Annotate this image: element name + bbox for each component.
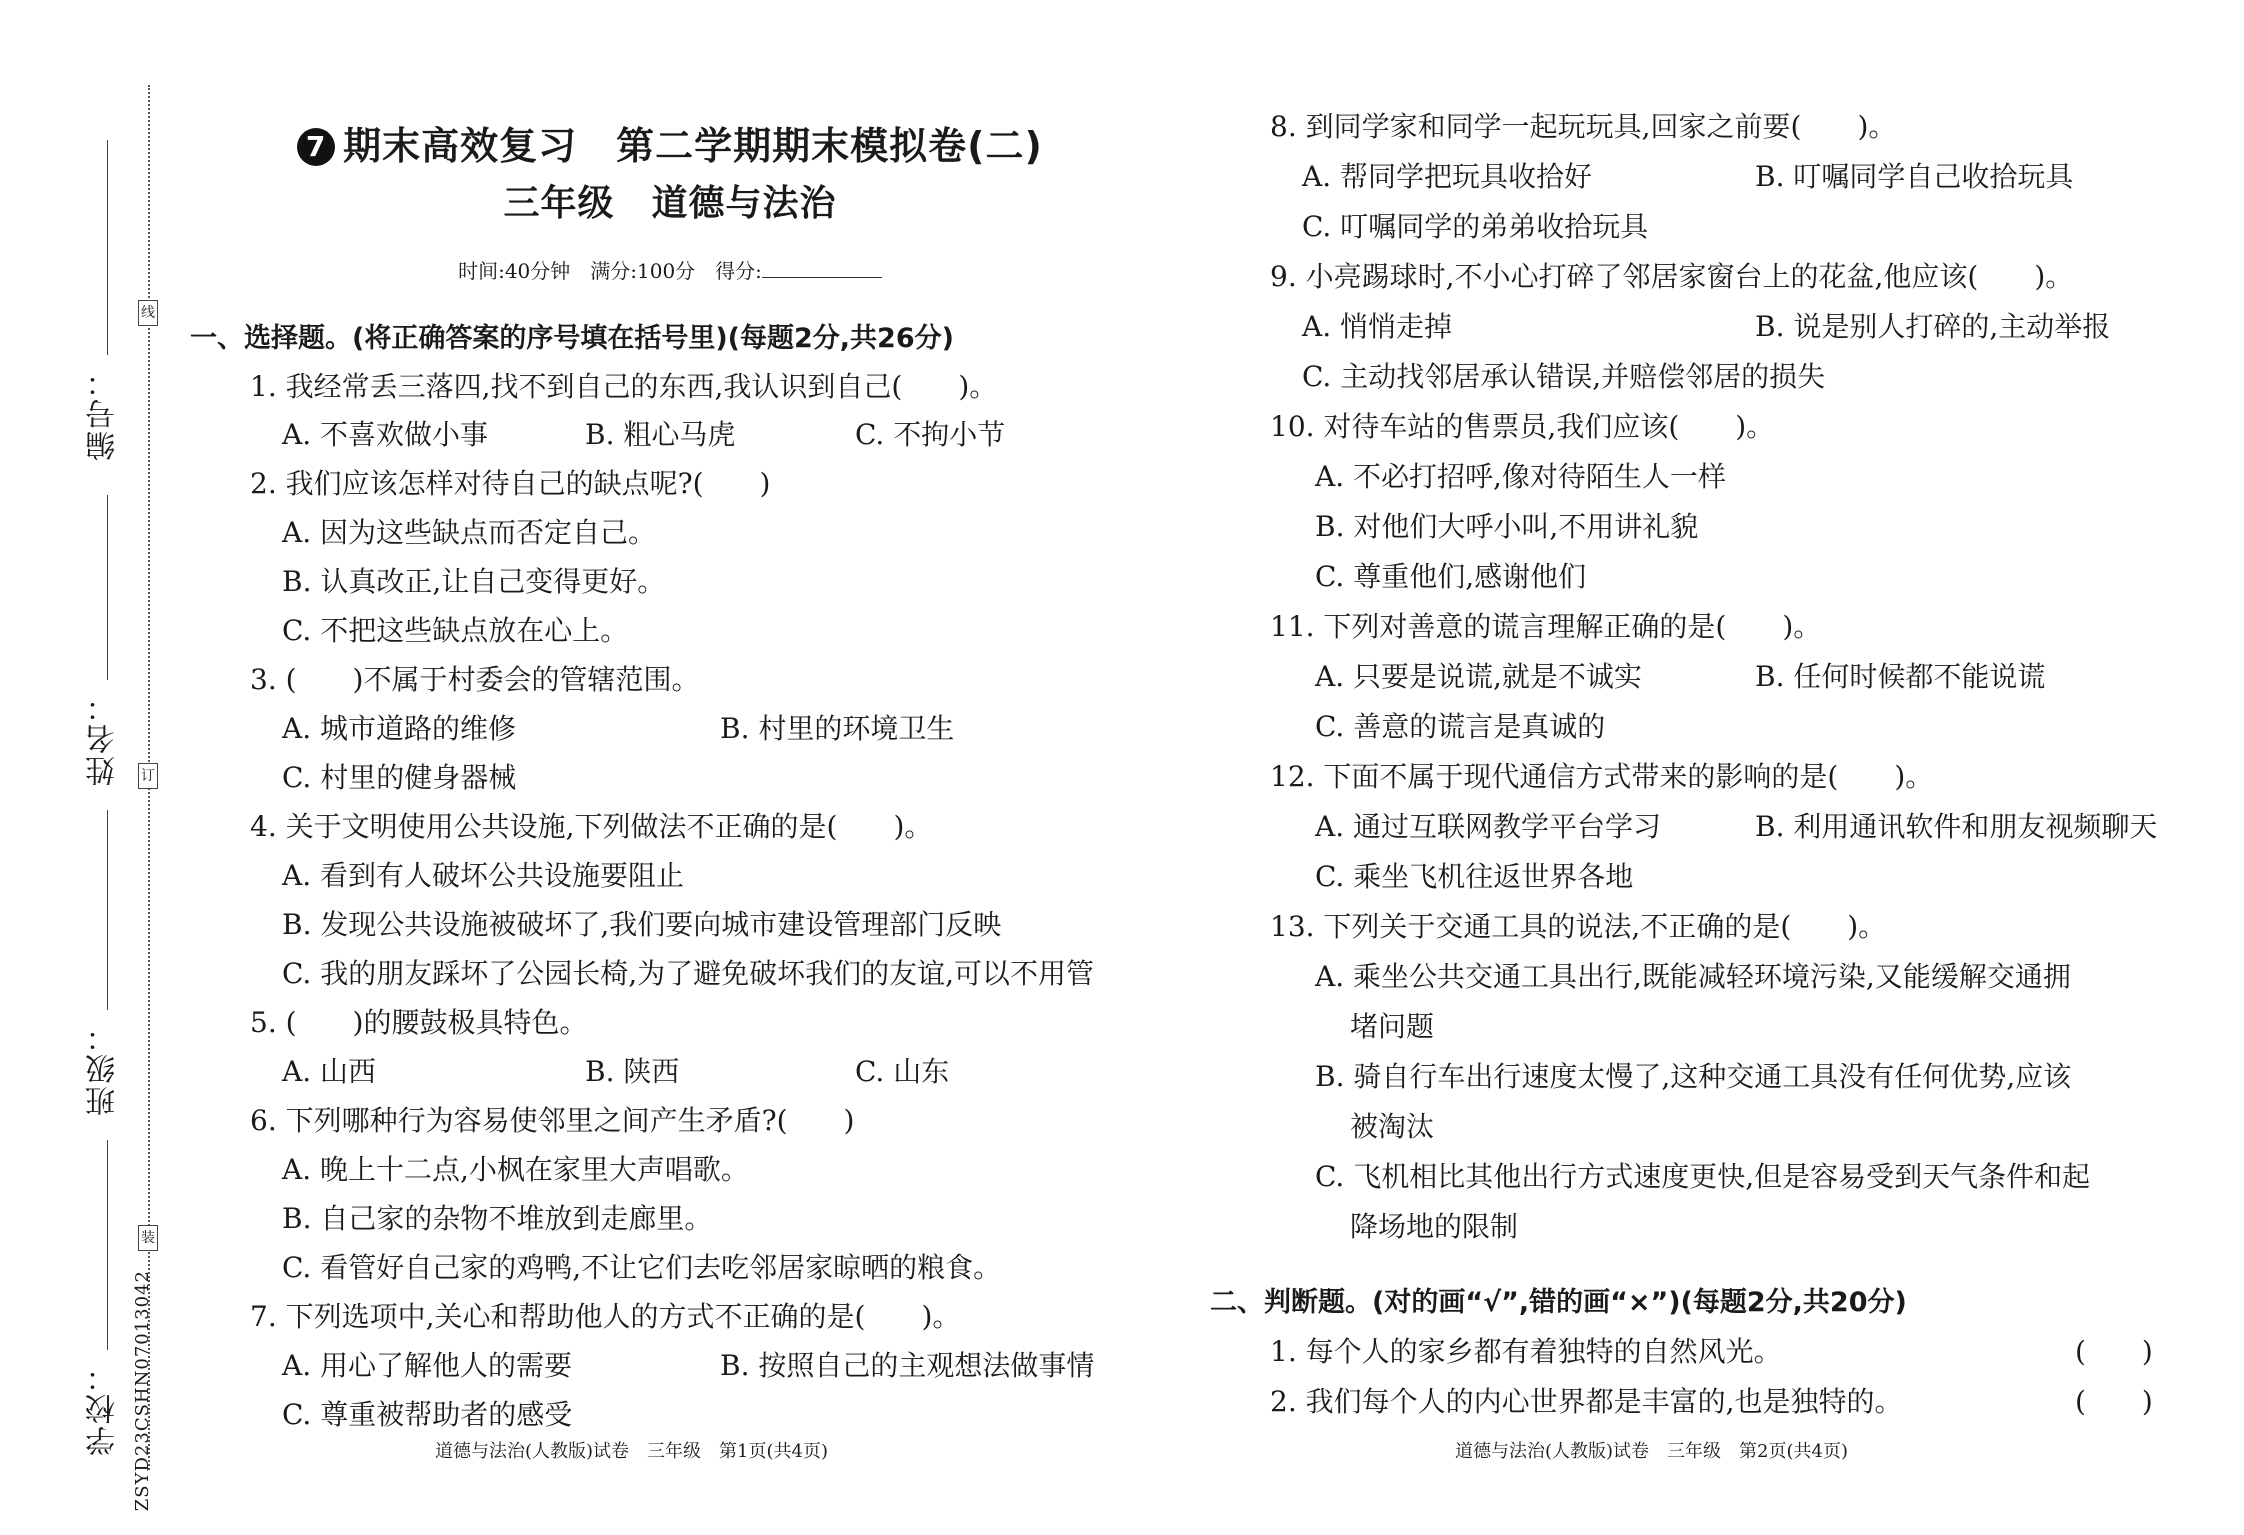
q9-option-b[interactable]: B. 说是别人打碎的,主动举报 bbox=[1755, 310, 2111, 343]
q12-option-a[interactable]: A. 通过互联网教学平台学习 bbox=[1315, 810, 1662, 843]
q4-option-a[interactable]: A. 看到有人破坏公共设施要阻止 bbox=[282, 859, 685, 892]
school-field[interactable] bbox=[107, 1140, 108, 1350]
q5-option-a[interactable]: A. 山西 bbox=[282, 1055, 377, 1088]
question-12: 12. 下面不属于现代通信方式带来的影响的是( )。 bbox=[1270, 760, 1934, 793]
question-2: 2. 我们应该怎样对待自己的缺点呢?( ) bbox=[250, 467, 771, 500]
q1-option-b[interactable]: B. 粗心马虎 bbox=[585, 418, 736, 451]
question-1: 1. 我经常丢三落四,找不到自己的东西,我认识到自己( )。 bbox=[250, 370, 998, 403]
question-11: 11. 下列对善意的谎言理解正确的是( )。 bbox=[1270, 610, 1822, 643]
exam-subtitle: 三年级 道德与法治 bbox=[503, 183, 837, 224]
q1-option-c[interactable]: C. 不拘小节 bbox=[855, 418, 1006, 451]
question-5: 5. ( )的腰鼓极具特色。 bbox=[250, 1006, 588, 1039]
name-label: 姓名： bbox=[86, 690, 121, 786]
q3-option-b[interactable]: B. 村里的环境卫生 bbox=[720, 712, 955, 745]
q4-option-c[interactable]: C. 我的朋友踩坏了公园长椅,为了避免破坏我们的友谊,可以不用管 bbox=[282, 957, 1095, 990]
q2-option-a[interactable]: A. 因为这些缺点而否定自己。 bbox=[282, 516, 657, 549]
q3-option-a[interactable]: A. 城市道路的维修 bbox=[282, 712, 517, 745]
paper-code: ZSYD23CSHN07013042 bbox=[132, 1270, 153, 1512]
q11-option-a[interactable]: A. 只要是说谎,就是不诚实 bbox=[1315, 660, 1642, 693]
q6-option-b[interactable]: B. 自己家的杂物不堆放到走廊里。 bbox=[282, 1202, 713, 1235]
q12-option-b[interactable]: B. 利用通讯软件和朋友视频聊天 bbox=[1755, 810, 2158, 843]
q6-option-a[interactable]: A. 晚上十二点,小枫在家里大声唱歌。 bbox=[282, 1153, 749, 1186]
q11-option-c[interactable]: C. 善意的谎言是真诚的 bbox=[1315, 710, 1606, 743]
q11-option-b[interactable]: B. 任何时候都不能说谎 bbox=[1755, 660, 2046, 693]
question-8: 8. 到同学家和同学一起玩玩具,回家之前要( )。 bbox=[1270, 110, 1897, 143]
question-7: 7. 下列选项中,关心和帮助他人的方式不正确的是( )。 bbox=[250, 1300, 961, 1333]
judge-answer-2[interactable]: ( ) bbox=[2075, 1385, 2153, 1418]
section-1-heading: 一、选择题。(将正确答案的序号填在括号里)(每题2分,共26分) bbox=[190, 323, 954, 354]
question-13: 13. 下列关于交通工具的说法,不正确的是( )。 bbox=[1270, 910, 1887, 943]
exam-meta-text: 时间:40分钟 满分:100分 得分: bbox=[458, 259, 762, 283]
class-label: 班级： bbox=[86, 1020, 121, 1116]
q13-option-b-cont: 被淘汰 bbox=[1350, 1110, 1435, 1143]
question-10: 10. 对待车站的售票员,我们应该( )。 bbox=[1270, 410, 1775, 443]
judge-item-2: 2. 我们每个人的内心世界都是丰富的,也是独特的。 bbox=[1270, 1385, 1903, 1418]
q10-option-a[interactable]: A. 不必打招呼,像对待陌生人一样 bbox=[1315, 460, 1726, 493]
binding-margin bbox=[0, 0, 160, 1535]
exam-title bbox=[190, 115, 1150, 170]
binding-mark-xian: 线 bbox=[138, 300, 158, 326]
footer-page-2: 道德与法治(人教版)试卷 三年级 第2页(共4页) bbox=[1455, 1441, 1848, 1462]
question-9: 9. 小亮踢球时,不小心打碎了邻居家窗台上的花盆,他应该( )。 bbox=[1270, 260, 2074, 293]
judge-answer-1[interactable]: ( ) bbox=[2075, 1335, 2153, 1368]
q4-option-b[interactable]: B. 发现公共设施被破坏了,我们要向城市建设管理部门反映 bbox=[282, 908, 1002, 941]
class-field[interactable] bbox=[107, 810, 108, 1010]
school-label: 学校： bbox=[86, 1360, 121, 1456]
q7-option-c[interactable]: C. 尊重被帮助者的感受 bbox=[282, 1398, 573, 1431]
q8-option-c[interactable]: C. 叮嘱同学的弟弟收拾玩具 bbox=[1302, 210, 1649, 243]
q8-option-b[interactable]: B. 叮嘱同学自己收拾玩具 bbox=[1755, 160, 2074, 193]
q12-option-c[interactable]: C. 乘坐飞机往返世界各地 bbox=[1315, 860, 1634, 893]
section-2-heading: 二、判断题。(对的画“√”,错的画“×”)(每题2分,共20分) bbox=[1210, 1287, 1907, 1318]
binding-mark-zhuang: 装 bbox=[138, 1225, 158, 1251]
q5-option-b[interactable]: B. 陕西 bbox=[585, 1055, 680, 1088]
q13-option-c[interactable]: C. 飞机相比其他出行方式速度更快,但是容易受到天气条件和起 bbox=[1315, 1160, 2091, 1193]
q9-option-c[interactable]: C. 主动找邻居承认错误,并赔偿邻居的损失 bbox=[1302, 360, 1826, 393]
q2-option-c[interactable]: C. 不把这些缺点放在心上。 bbox=[282, 614, 629, 647]
q10-option-b[interactable]: B. 对他们大呼小叫,不用讲礼貌 bbox=[1315, 510, 1699, 543]
question-3: 3. ( )不属于村委会的管辖范围。 bbox=[250, 663, 700, 696]
q13-option-a[interactable]: A. 乘坐公共交通工具出行,既能减轻环境污染,又能缓解交通拥 bbox=[1315, 960, 2071, 993]
judge-item-1: 1. 每个人的家乡都有着独特的自然风光。 bbox=[1270, 1335, 1782, 1368]
q13-option-c-cont: 降场地的限制 bbox=[1350, 1210, 1519, 1243]
q6-option-c[interactable]: C. 看管好自己家的鸡鸭,不让它们去吃邻居家晾晒的粮食。 bbox=[282, 1251, 1002, 1284]
q9-option-a[interactable]: A. 悄悄走掉 bbox=[1302, 310, 1453, 343]
footer-page-1: 道德与法治(人教版)试卷 三年级 第1页(共4页) bbox=[435, 1441, 828, 1462]
q7-option-a[interactable]: A. 用心了解他人的需要 bbox=[282, 1349, 573, 1382]
q13-option-a-cont: 堵问题 bbox=[1350, 1010, 1435, 1043]
name-field[interactable] bbox=[107, 495, 108, 680]
q13-option-b[interactable]: B. 骑自行车出行速度太慢了,这种交通工具没有任何优势,应该 bbox=[1315, 1060, 2072, 1093]
score-field[interactable] bbox=[762, 277, 882, 278]
q1-option-a[interactable]: A. 不喜欢做小事 bbox=[282, 418, 489, 451]
badge-number-icon: 7 bbox=[297, 128, 335, 166]
exam-title-text: 期末高效复习 第二学期期末模拟卷(二) bbox=[343, 124, 1043, 168]
question-4: 4. 关于文明使用公共设施,下列做法不正确的是( )。 bbox=[250, 810, 933, 843]
exam-meta bbox=[190, 255, 1150, 284]
q10-option-c[interactable]: C. 尊重他们,感谢他们 bbox=[1315, 560, 1587, 593]
q5-option-c[interactable]: C. 山东 bbox=[855, 1055, 950, 1088]
q8-option-a[interactable]: A. 帮同学把玩具收拾好 bbox=[1302, 160, 1593, 193]
q3-option-c[interactable]: C. 村里的健身器械 bbox=[282, 761, 517, 794]
q7-option-b[interactable]: B. 按照自己的主观想法做事情 bbox=[720, 1349, 1095, 1382]
number-field[interactable] bbox=[107, 140, 108, 355]
number-label: 编号： bbox=[86, 365, 121, 461]
binding-mark-ding: 订 bbox=[138, 763, 158, 789]
question-6: 6. 下列哪种行为容易使邻里之间产生矛盾?( ) bbox=[250, 1104, 855, 1137]
q2-option-b[interactable]: B. 认真改正,让自己变得更好。 bbox=[282, 565, 666, 598]
